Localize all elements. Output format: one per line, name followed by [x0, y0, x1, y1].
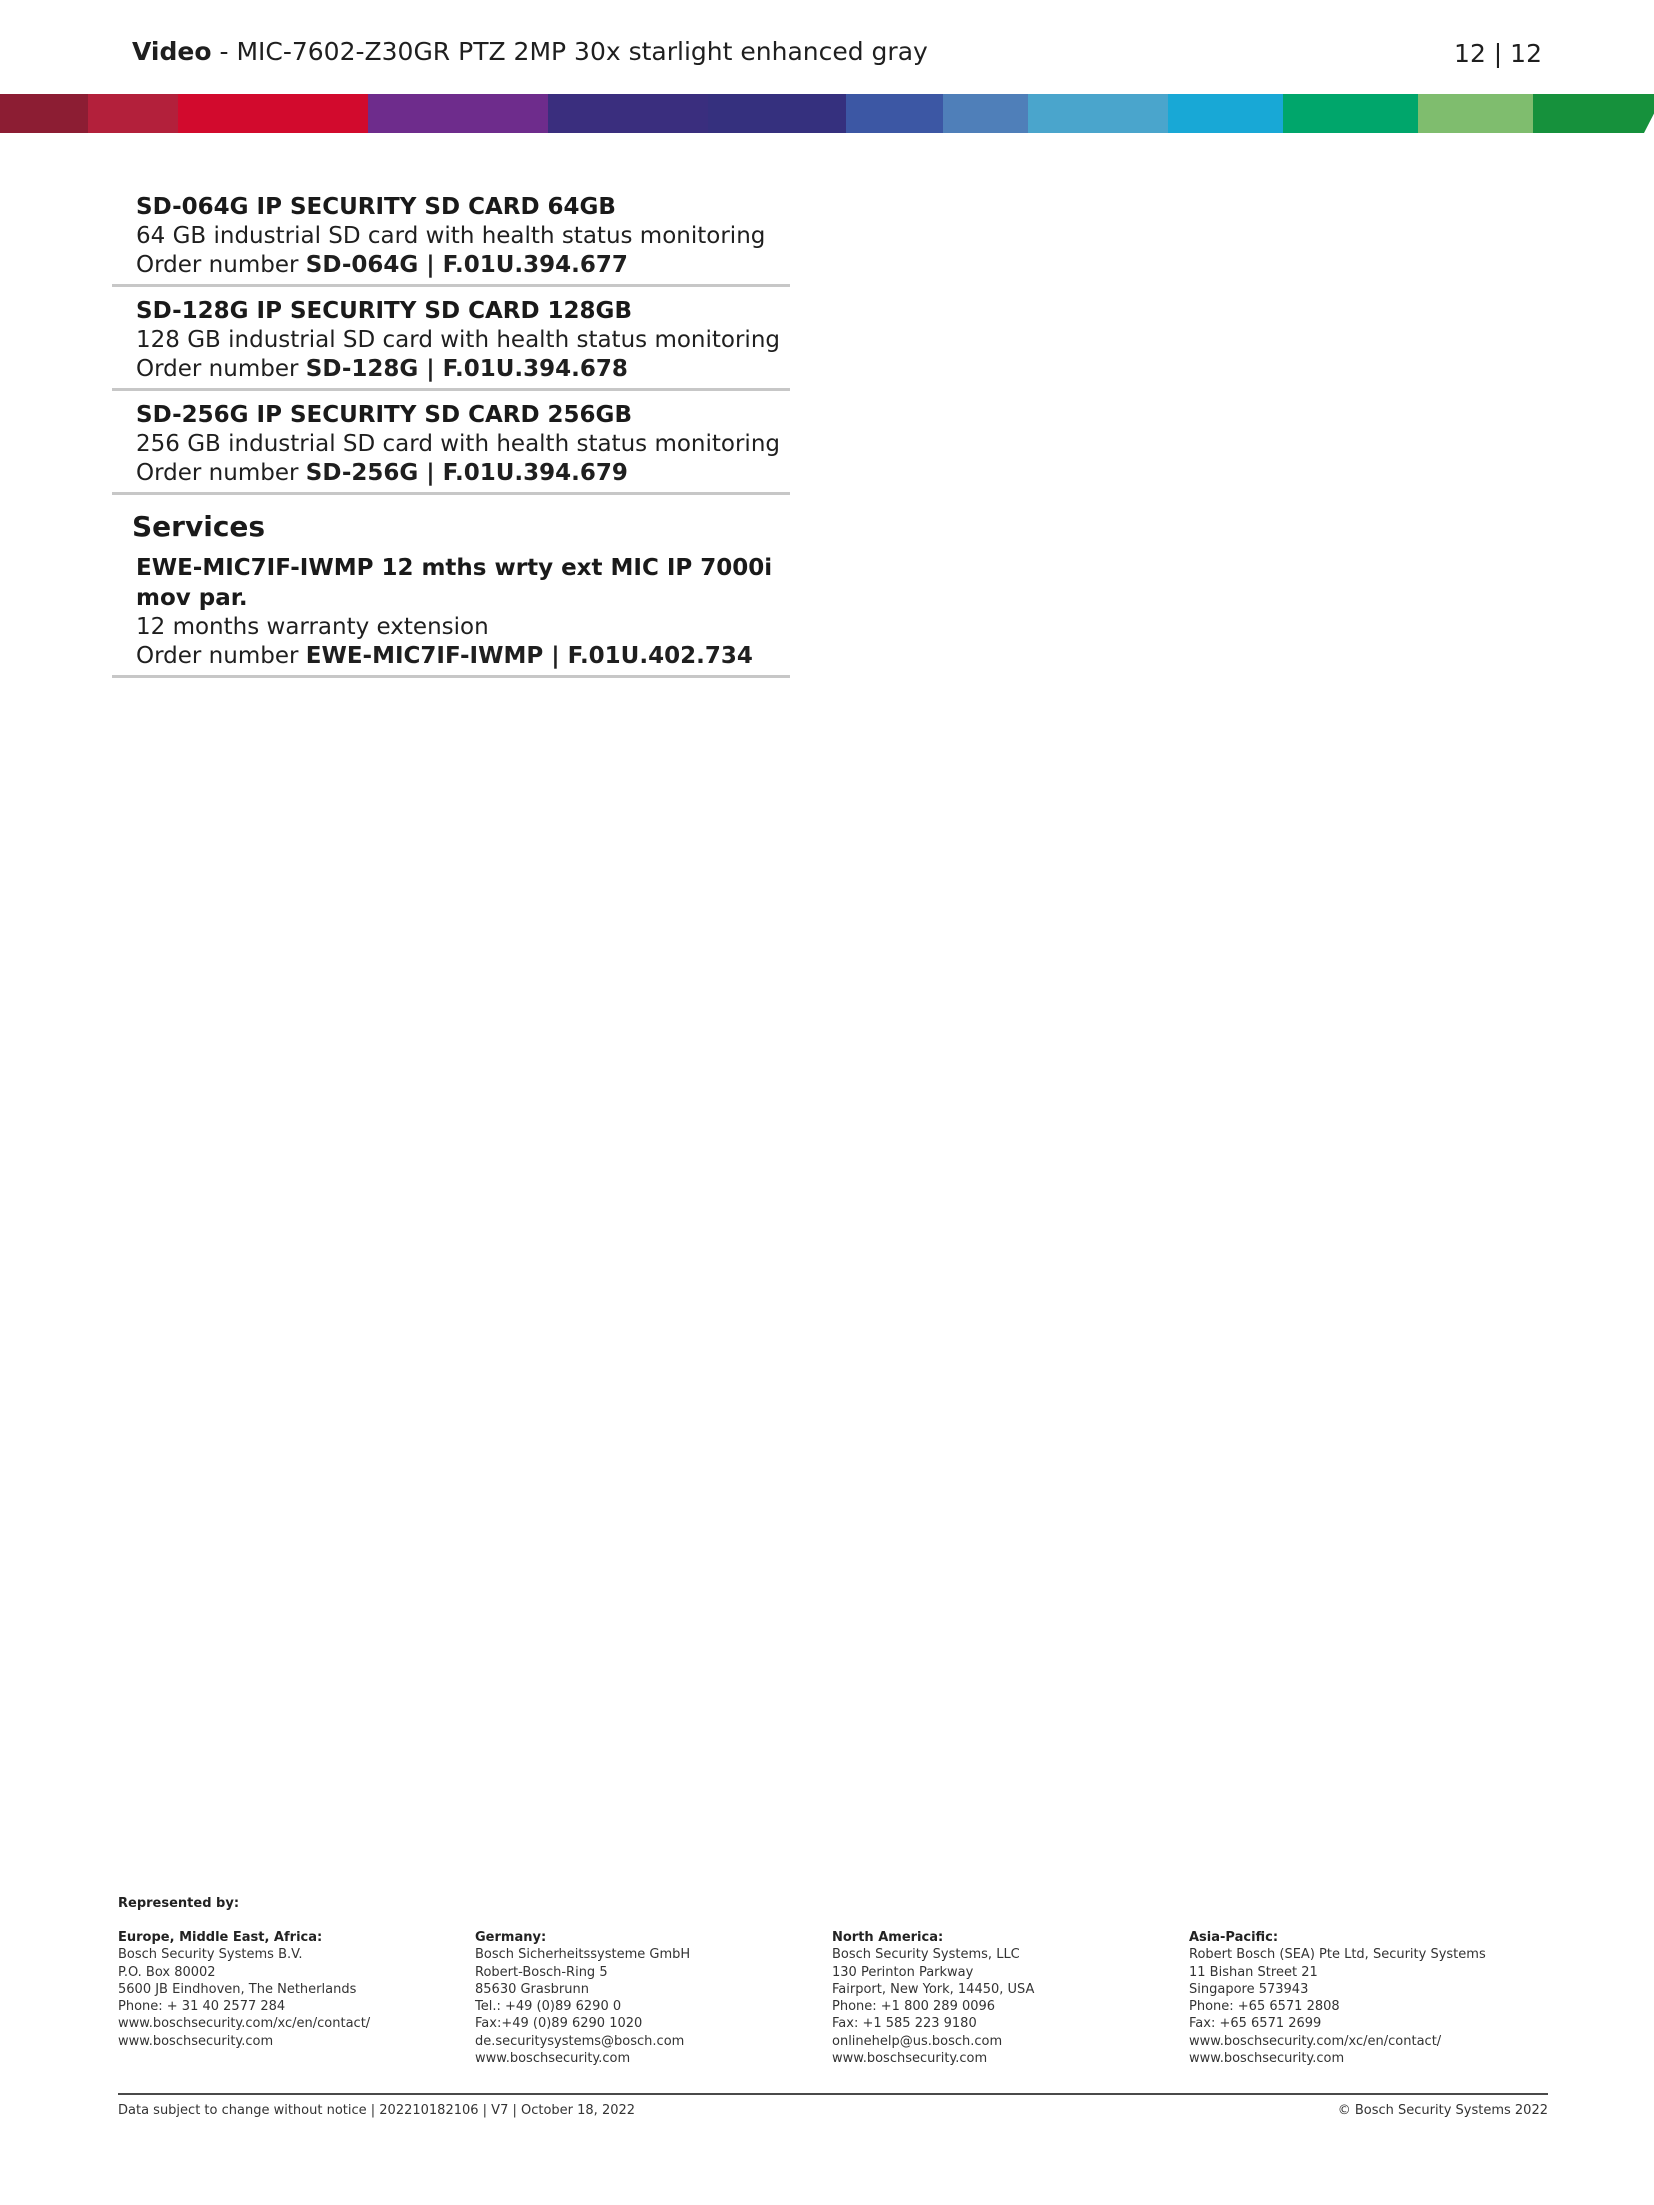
item-title: EWE-MIC7IF-IWMP 12 mths wrty ext MIC IP 7000i mov par. [136, 555, 773, 611]
office-line: Tel.: +49 (0)89 6290 0 [475, 1999, 622, 2015]
list-item [112, 551, 790, 678]
accessories-list [112, 190, 790, 685]
office-line: 85630 Grasbrunn [475, 1981, 589, 1997]
item-description: 256 GB industrial SD card with health status monitoring [136, 431, 780, 457]
header-product: MIC-7602-Z30GR PTZ 2MP 30x starlight enhanced gray [236, 37, 928, 66]
list-item [112, 294, 790, 391]
order-number: EWE-MIC7IF-IWMP | F.01U.402.734 [305, 643, 753, 669]
order-number: SD-064G | F.01U.394.677 [305, 252, 628, 278]
office-north-america [832, 1929, 1172, 2067]
band-segment [708, 94, 868, 133]
office-line: P.O. Box 80002 [118, 1964, 216, 1980]
office-line: Fax: +65 6571 2699 [1189, 2016, 1322, 2032]
item-description: 12 months warranty extension [136, 614, 489, 640]
order-prefix: Order number [136, 252, 306, 278]
office-line: Singapore 573943 [1189, 1981, 1309, 1997]
office-line: Bosch Security Systems B.V. [118, 1947, 303, 1963]
header-category: Video [132, 37, 212, 66]
office-line: www.boschsecurity.com/xc/en/contact/ [1189, 2033, 1442, 2049]
band-segment [368, 94, 570, 133]
item-description: 64 GB industrial SD card with health status monitoring [136, 223, 766, 249]
office-emea [118, 1929, 458, 2050]
band-segment [178, 94, 390, 133]
item-order [136, 459, 790, 488]
office-line: www.boschsecurity.com [118, 2033, 274, 2049]
office-line: Phone: + 31 40 2577 284 [118, 1999, 286, 2015]
order-number: SD-128G | F.01U.394.678 [305, 356, 628, 382]
office-line: Robert-Bosch-Ring 5 [475, 1964, 608, 1980]
office-line: www.boschsecurity.com [1189, 2051, 1345, 2067]
item-order [136, 355, 790, 384]
office-region: Germany: [475, 1930, 547, 1945]
office-line: 130 Perinton Parkway [832, 1964, 974, 1980]
office-germany [475, 1929, 815, 2067]
office-region: Asia-Pacific: [1189, 1930, 1279, 1945]
office-line: www.boschsecurity.com/xc/en/contact/ [118, 2016, 371, 2032]
office-line: 5600 JB Eindhoven, The Netherlands [118, 1981, 357, 1997]
office-line: www.boschsecurity.com [475, 2051, 631, 2067]
item-title: SD-128G IP SECURITY SD CARD 128GB [136, 298, 632, 324]
band-segment [1283, 94, 1440, 133]
item-order [136, 642, 790, 671]
order-prefix: Order number [136, 460, 306, 486]
order-prefix: Order number [136, 356, 306, 382]
footer-copyright: © Bosch Security Systems 2022 [1337, 2103, 1548, 2118]
office-line: de.securitysystems@bosch.com [475, 2033, 685, 2049]
office-region: Europe, Middle East, Africa: [118, 1930, 323, 1945]
band-segment [1028, 94, 1190, 133]
office-line: www.boschsecurity.com [832, 2051, 988, 2067]
office-line: Fax:+49 (0)89 6290 1020 [475, 2016, 643, 2032]
footer-notice: Data subject to change without notice | 202210182106 | V7 | October 18, 2022 [118, 2103, 636, 2118]
office-line: Phone: +1 800 289 0096 [832, 1999, 996, 2015]
list-item [112, 398, 790, 495]
represented-by-label: Represented by: [118, 1896, 240, 1911]
header-separator: - [211, 37, 237, 66]
office-line: Phone: +65 6571 2808 [1189, 1999, 1340, 2015]
office-line: 11 Bishan Street 21 [1189, 1964, 1318, 1980]
order-prefix: Order number [136, 643, 306, 669]
office-asia-pacific [1189, 1929, 1529, 2067]
band-segment [1533, 94, 1654, 133]
office-region: North America: [832, 1930, 944, 1945]
order-number: SD-256G | F.01U.394.679 [305, 460, 628, 486]
office-line: Robert Bosch (SEA) Pte Ltd, Security Systems [1189, 1947, 1486, 1963]
footer-divider [118, 2093, 1548, 2095]
color-band [0, 94, 1654, 133]
page-header [132, 34, 1542, 70]
item-title: SD-064G IP SECURITY SD CARD 64GB [136, 194, 616, 220]
band-segment [548, 94, 730, 133]
office-line: Bosch Security Systems, LLC [832, 1947, 1020, 1963]
item-order [136, 251, 790, 280]
item-description: 128 GB industrial SD card with health status monitoring [136, 327, 780, 353]
office-line: Fairport, New York, 14450, USA [832, 1981, 1035, 1997]
list-item [112, 190, 790, 287]
services-heading: Services [132, 510, 266, 543]
office-line: onlinehelp@us.bosch.com [832, 2033, 1003, 2049]
page-number: 12 | 12 [1454, 39, 1542, 68]
item-title: SD-256G IP SECURITY SD CARD 256GB [136, 402, 632, 428]
office-line: Bosch Sicherheitssysteme GmbH [475, 1947, 691, 1963]
office-line: Fax: +1 585 223 9180 [832, 2016, 977, 2032]
